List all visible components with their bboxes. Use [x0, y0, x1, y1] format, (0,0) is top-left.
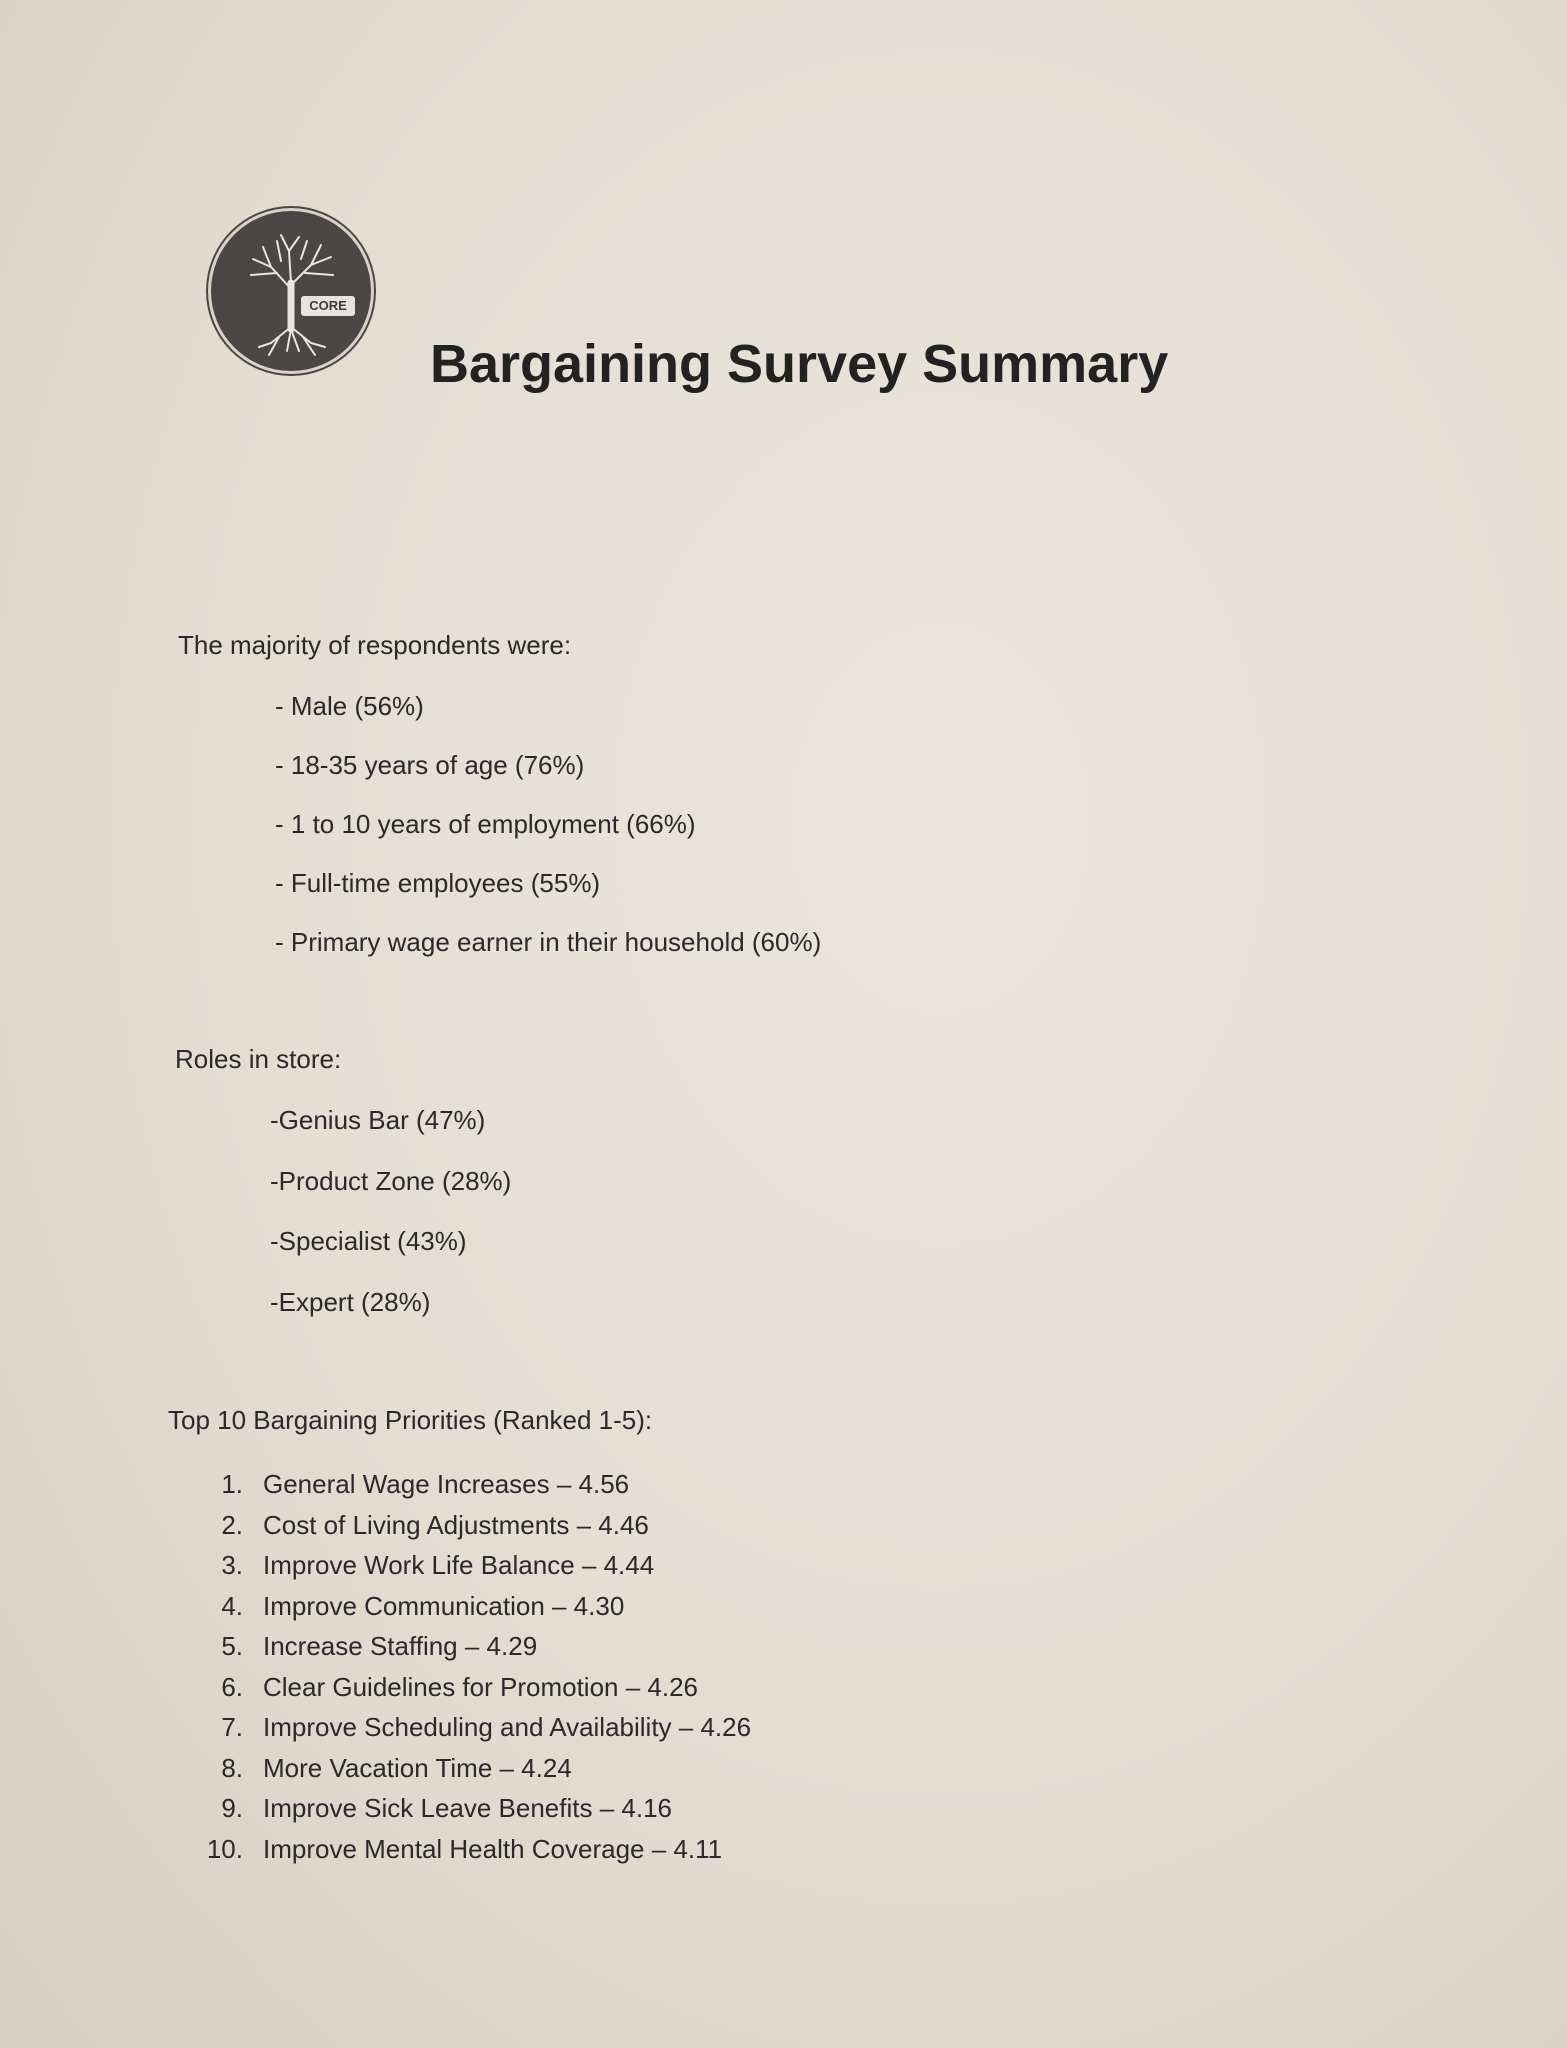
priority-number: 3. — [221, 1550, 243, 1580]
priority-item — [205, 1590, 751, 1631]
roles-heading: Roles in store: — [175, 1044, 342, 1074]
list-item: - Primary wage earner in their household (60%) — [275, 927, 822, 957]
priority-item — [205, 1468, 751, 1509]
priority-text: General Wage Increases – 4.56 — [263, 1469, 630, 1499]
core-logo — [211, 211, 371, 371]
priority-text: Improve Work Life Balance – 4.44 — [263, 1550, 655, 1580]
list-item: -Genius Bar (47%) — [270, 1105, 486, 1135]
priority-text: Improve Mental Health Coverage – 4.11 — [263, 1833, 723, 1864]
priority-item — [205, 1833, 751, 1874]
priority-number: 10. — [206, 1833, 243, 1864]
priority-text: Cost of Living Adjustments – 4.46 — [263, 1509, 649, 1540]
priorities-list — [205, 1468, 751, 1873]
list-item: -Product Zone (28%) — [270, 1165, 512, 1196]
priority-item — [205, 1752, 751, 1793]
priority-text: More Vacation Time – 4.24 — [263, 1752, 572, 1783]
priority-item — [205, 1792, 751, 1833]
priority-number: 1. — [221, 1469, 243, 1499]
list-item: - Male (56%) — [275, 691, 424, 721]
priority-item — [205, 1509, 751, 1550]
priority-number: 2. — [221, 1509, 243, 1540]
tree-icon — [211, 211, 371, 371]
roles-list — [270, 1104, 511, 1346]
respondents-list — [275, 690, 821, 985]
priority-item — [205, 1671, 751, 1712]
priority-item — [205, 1630, 751, 1671]
priority-text: Clear Guidelines for Promotion – 4.26 — [263, 1671, 699, 1702]
priority-number: 8. — [221, 1752, 243, 1783]
list-item: - 1 to 10 years of employment (66%) — [275, 809, 696, 839]
list-item: - Full-time employees (55%) — [275, 868, 601, 898]
page-title: Bargaining Survey Summary — [430, 334, 1169, 394]
priorities-heading: Top 10 Bargaining Priorities (Ranked 1-5): — [168, 1405, 653, 1435]
logo-text: CORE — [301, 296, 355, 316]
list-item: -Specialist (43%) — [270, 1226, 467, 1256]
priority-text: Improve Communication – 4.30 — [263, 1590, 625, 1621]
priority-item — [205, 1711, 751, 1752]
priority-number: 9. — [221, 1793, 243, 1823]
respondents-heading: The majority of respondents were: — [178, 630, 572, 660]
priority-text: Increase Staffing – 4.29 — [263, 1631, 538, 1661]
priority-number: 7. — [221, 1712, 243, 1742]
list-item: - 18-35 years of age (76%) — [275, 750, 585, 780]
priority-text: Improve Sick Leave Benefits – 4.16 — [263, 1793, 673, 1823]
priority-number: 5. — [221, 1631, 243, 1661]
priority-item — [205, 1549, 751, 1590]
priority-number: 4. — [221, 1590, 243, 1621]
priority-text: Improve Scheduling and Availability – 4.26 — [263, 1712, 752, 1742]
priority-number: 6. — [221, 1671, 243, 1702]
list-item: -Expert (28%) — [270, 1286, 431, 1317]
